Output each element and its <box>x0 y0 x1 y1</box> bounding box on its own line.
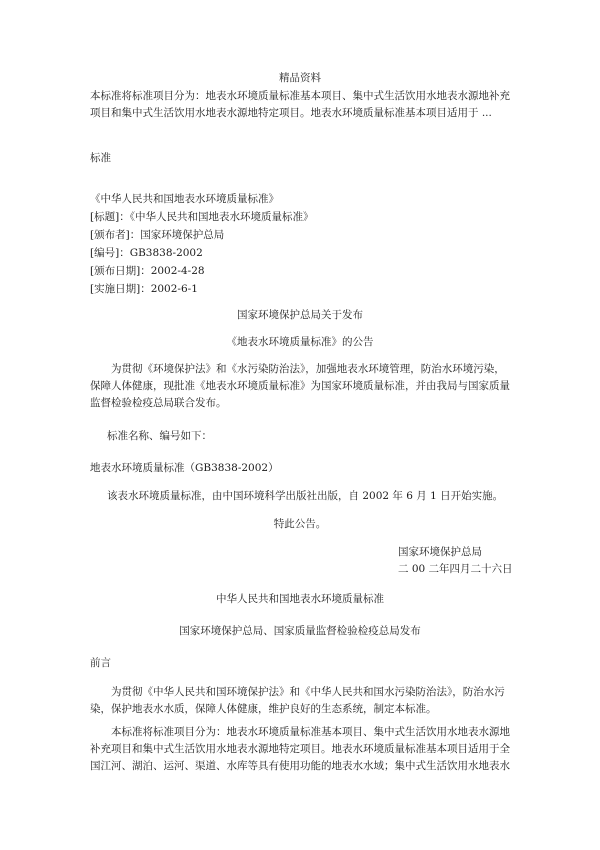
publish-paragraph: 该表水环境质量标准，由中国环境科学出版社出版，自 2002 年 6 月 1 日开始实施。 <box>107 490 504 502</box>
category-label: 标准 <box>90 152 111 164</box>
closing-text: 特此公告。 <box>273 518 327 530</box>
standard-title: 中华人民共和国地表水环境质量标准 <box>216 593 384 605</box>
foreword-paragraph-1: 为贯彻《中华人民共和国环境保护法》和《中华人民共和国水污染防治法》，防治水污染，保护地表水水质，保障人体健康，维护良好的生态系统，制定本标准。 <box>90 686 505 715</box>
sign-date: 二 00 二年四月二十六日 <box>398 563 513 575</box>
foreword-paragraph-2: 本标准将标准项目分为：地表水环境质量标准基本项目、集中式生活饮用水地表水源地补充项目和集中式生活饮用水地表水源地特定项目。地表水环境质量标准基本项目适用于全国江河、湖泊、运河、渠道、水库等具有使用功能的地表水水域；集中式生活饮用水地表水 <box>90 726 510 772</box>
announcement-paragraph: 为贯彻《环境保护法》和《水污染防治法》，加强地表水环境管理，防治水环境污染，保障人体健康，现批准《地表水环境质量标准》为国家环境质量标准，并由我局与国家质量监督检验检疫总局联合发布。 <box>90 363 510 409</box>
meta-title: [标题]：《中华人民共和国地表水环境质量标准》 <box>90 211 314 223</box>
meta-number: [编号]：GB3838-2002 <box>90 247 203 259</box>
book-title: 《中华人民共和国地表水环境质量标准》 <box>90 193 279 205</box>
watermark-title: 精品资料 <box>279 72 321 84</box>
summary-paragraph: 本标准将标准项目分为：地表水环境质量标准基本项目、集中式生活饮用水地表水源地补充项目和集中式生活饮用水地表水源地特定项目。地表水环境质量标准基本项目适用于 ... <box>90 90 510 119</box>
standard-name: 地表水环境质量标准（GB3838-2002） <box>90 462 279 474</box>
name-number-label: 标准名称、编号如下： <box>107 430 212 442</box>
foreword-label: 前言 <box>90 657 111 669</box>
announcement-heading-2: 《地表水环境质量标准》的公告 <box>226 336 374 348</box>
meta-effective-date: [实施日期]：2002-6-1 <box>90 283 198 295</box>
standard-publishers: 国家环境保护总局、国家质量监督检验检疫总局发布 <box>179 625 421 637</box>
announcement-heading-1: 国家环境保护总局关于发布 <box>237 309 363 321</box>
meta-issuer: [颁布者]：国家环境保护总局 <box>90 229 225 241</box>
signer: 国家环境保护总局 <box>398 546 482 558</box>
meta-issue-date: [颁布日期]：2002-4-28 <box>90 265 205 277</box>
